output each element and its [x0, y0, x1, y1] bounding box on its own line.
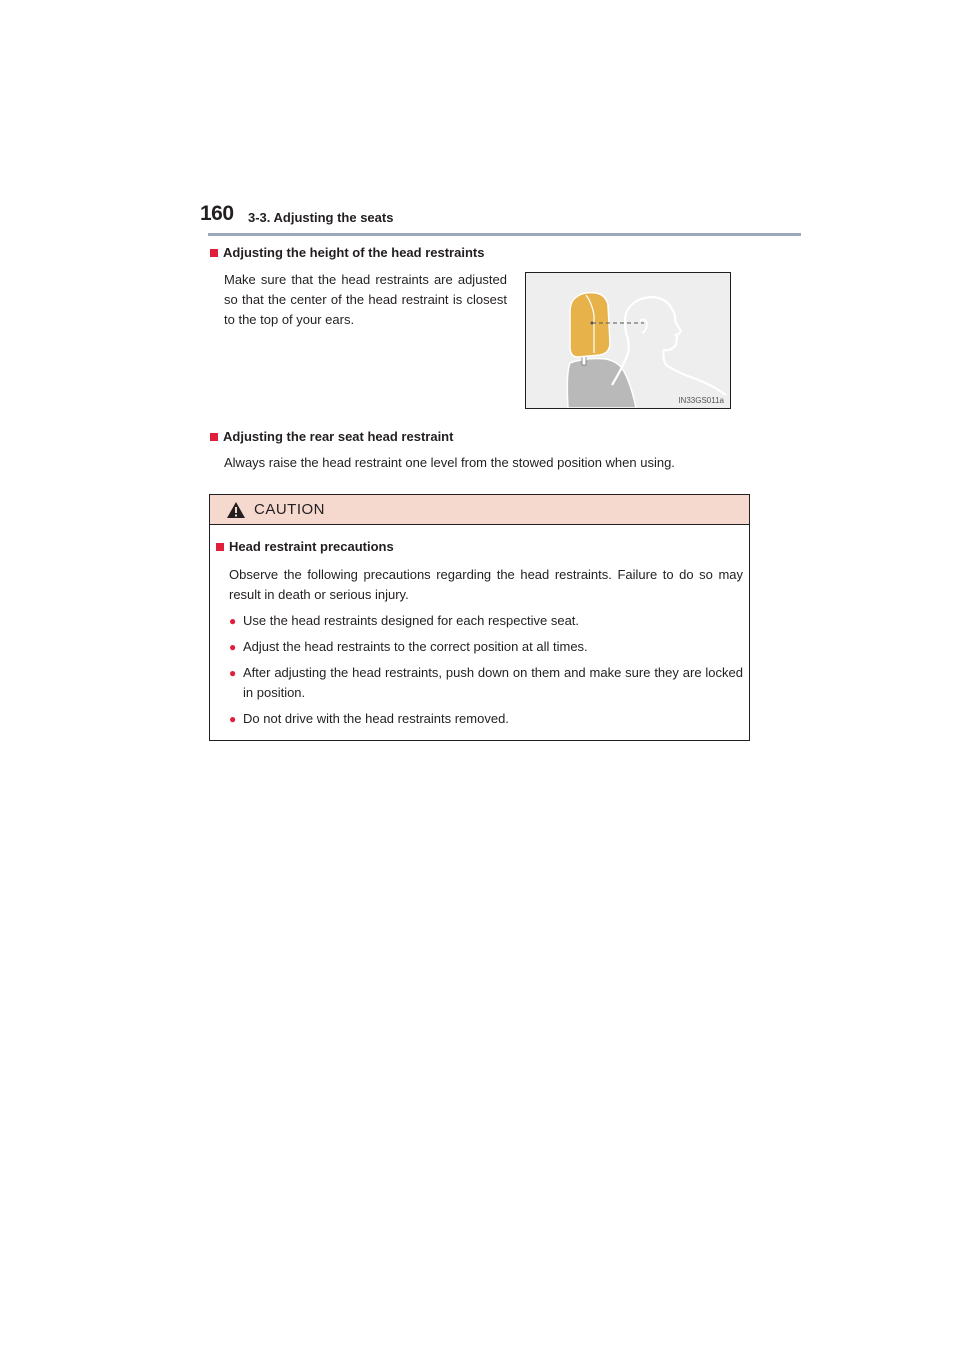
page-number: 160: [200, 202, 234, 225]
section-heading-rear: [210, 429, 453, 444]
caution-item-text: Use the head restraints designed for each respective seat.: [243, 613, 580, 628]
caution-item: [229, 637, 743, 657]
caution-header: [210, 495, 749, 525]
header-rule: [208, 233, 801, 236]
section-body: Make sure that the head restraints are adjusted so that the center of the head restraint is closest to the top of your ears.: [224, 272, 507, 327]
caution-item: [229, 709, 743, 729]
caution-item-text: Do not drive with the head restraints removed.: [243, 711, 509, 726]
figure-code: IN33GS011a: [678, 396, 724, 405]
caution-heading-text: Head restraint precautions: [229, 539, 394, 554]
section-heading-text: Adjusting the height of the head restraints: [223, 245, 485, 260]
bullet-dot-icon: ●: [229, 640, 237, 654]
caution-item: [229, 611, 743, 631]
bullet-dot-icon: ●: [229, 666, 237, 680]
section-body: Always raise the head restraint one level from the stowed position when using.: [224, 455, 675, 470]
head-restraint-illustration: [526, 273, 730, 408]
warning-triangle-icon: [226, 501, 246, 519]
bullet-dot-icon: ●: [229, 614, 237, 628]
caution-item-text: After adjusting the head restraints, push down on them and make sure they are locked in position.: [243, 665, 743, 700]
caution-item: [229, 663, 743, 703]
square-bullet-icon: [210, 433, 218, 441]
square-bullet-icon: [216, 543, 224, 551]
caution-box: [209, 494, 750, 741]
bullet-dot-icon: ●: [229, 712, 237, 726]
section-heading-height: [210, 245, 484, 260]
caution-label: CAUTION: [254, 501, 325, 518]
section-heading-text: Adjusting the rear seat head restraint: [223, 429, 454, 444]
section-title: 3-3. Adjusting the seats: [248, 210, 394, 225]
caution-item-text: Adjust the head restraints to the correct position at all times.: [243, 639, 588, 654]
caution-intro: Observe the following precautions regarding the head restraints. Failure to do so may result in death or serious injury.: [229, 567, 743, 602]
square-bullet-icon: [210, 249, 218, 257]
caution-heading: [216, 539, 394, 554]
head-restraint-figure: [525, 272, 731, 409]
